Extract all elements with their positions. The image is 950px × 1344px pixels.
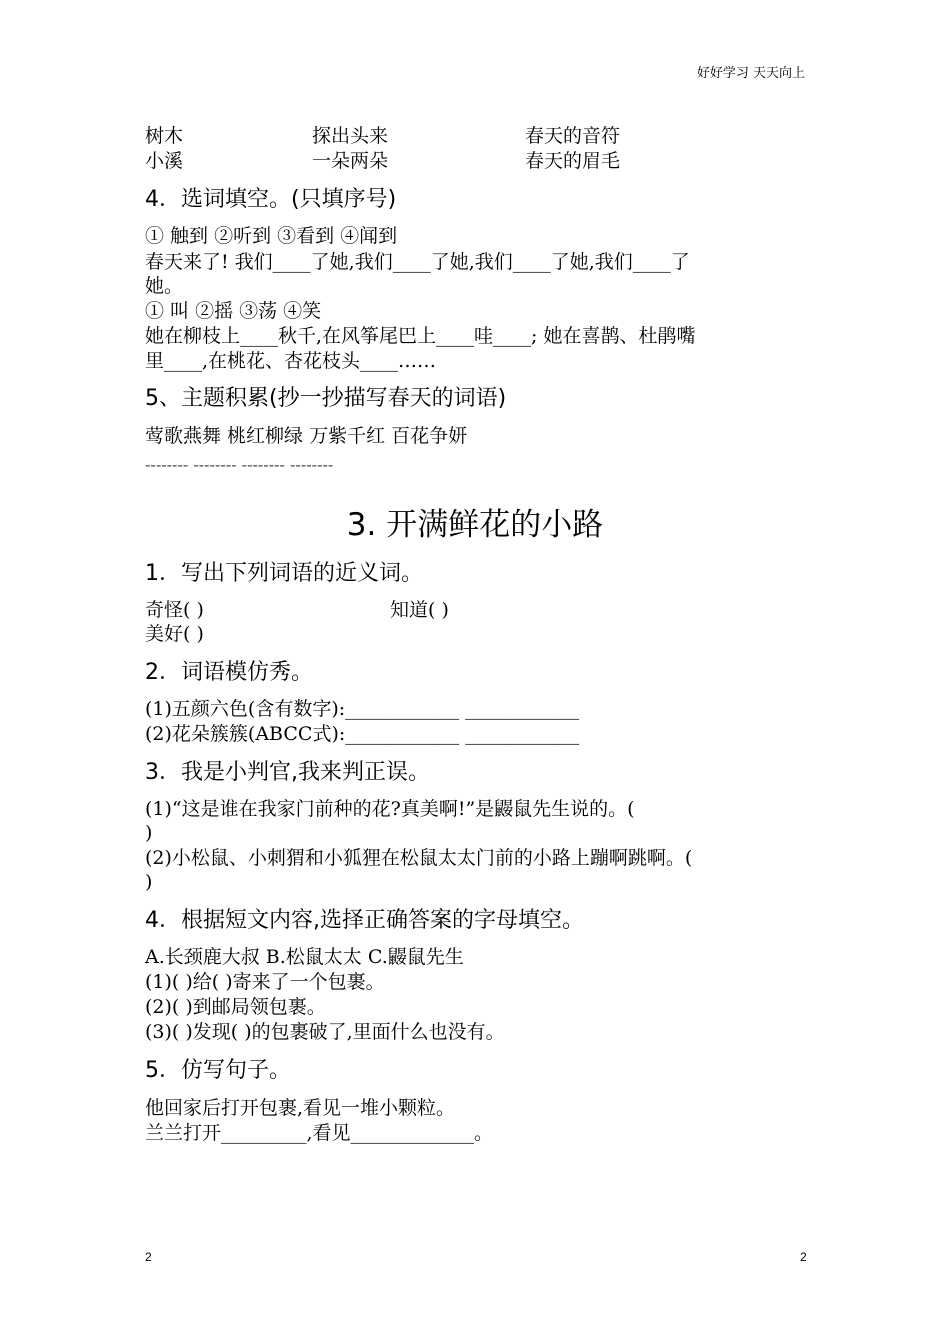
section4-line4: 里____,在桃花、杏花枝头____…… <box>145 350 437 372</box>
section4-line2: 她。 <box>145 275 184 297</box>
lesson-title: 3. 开满鲜花的小路 <box>346 507 604 543</box>
q5-line2: 兰兰打开_________,看见_____________。 <box>145 1122 494 1144</box>
q4-line2: (2)( )到邮局领包裹。 <box>145 996 326 1018</box>
page-header: 好好学习 天天向上 <box>696 66 805 81</box>
word-row1-col2: 探出头来 <box>312 125 389 147</box>
q5-heading: 5．仿写句子。 <box>145 1058 291 1083</box>
q1-line2: 美好( ) <box>145 623 204 645</box>
q4-line1: (1)( )给( )寄来了一个包裹。 <box>145 971 385 993</box>
word-row2-col2: 一朵两朵 <box>312 150 389 172</box>
section4-line1: 春天来了! 我们____了她,我们____了她,我们____了她,我们____了 <box>145 251 690 273</box>
q3-line1-paren: ) <box>145 822 153 844</box>
q2-line1: (1)五颜六色(含有数字):____________ ____________ <box>145 698 580 720</box>
page-number-right: 2 <box>800 1250 807 1264</box>
q4-heading: 4．根据短文内容,选择正确答案的字母填空。 <box>145 908 584 933</box>
q1-line1-b: 知道( ) <box>390 599 449 621</box>
page-number-left: 2 <box>145 1250 152 1264</box>
q3-line2: (2)小松鼠、小刺猬和小狐狸在松鼠太太门前的小路上蹦啊跳啊。( <box>145 847 693 869</box>
word-row1-col1: 树木 <box>145 125 184 147</box>
q5-line1: 他回家后打开包裹,看见一堆小颗粒。 <box>145 1097 456 1119</box>
q3-line1: (1)“这是谁在我家门前种的花?真美啊!”是鼹鼠先生说的。( <box>145 798 635 820</box>
section5-heading: 5、主题积累(抄一抄描写春天的词语) <box>145 386 507 411</box>
q4-options: A.长颈鹿大叔 B.松鼠太太 C.鼹鼠先生 <box>145 946 464 968</box>
section4-heading: 4．选词填空。(只填序号) <box>145 187 397 212</box>
section4-line3: 她在柳枝上____秋千,在风筝尾巴上____哇____; 她在喜鹊、杜鹃嘴 <box>145 325 696 347</box>
section5-words: 莺歌燕舞 桃红柳绿 万紫千红 百花争妍 <box>145 425 468 447</box>
q1-line1-a: 奇怪( ) <box>145 599 204 621</box>
q1-heading: 1．写出下列词语的近义词。 <box>145 561 423 586</box>
section4-options1: ① 触到 ②听到 ③看到 ④闻到 <box>145 225 398 247</box>
section4-options2: ① 叫 ②摇 ③荡 ④笑 <box>145 300 322 322</box>
word-row1-col3: 春天的音符 <box>525 125 621 147</box>
q3-heading: 3．我是小判官,我来判正误。 <box>145 760 430 785</box>
q2-heading: 2．词语模仿秀。 <box>145 660 313 685</box>
q4-line3: (3)( )发现( )的包裹破了,里面什么也没有。 <box>145 1021 505 1043</box>
q2-line2: (2)花朵簇簇(ABCC式):____________ ____________ <box>145 723 580 745</box>
word-row2-col1: 小溪 <box>145 150 184 172</box>
q3-line2-paren: ) <box>145 871 153 893</box>
word-row2-col3: 春天的眉毛 <box>525 150 621 172</box>
section5-blanks: -------- -------- -------- -------- <box>145 455 334 474</box>
